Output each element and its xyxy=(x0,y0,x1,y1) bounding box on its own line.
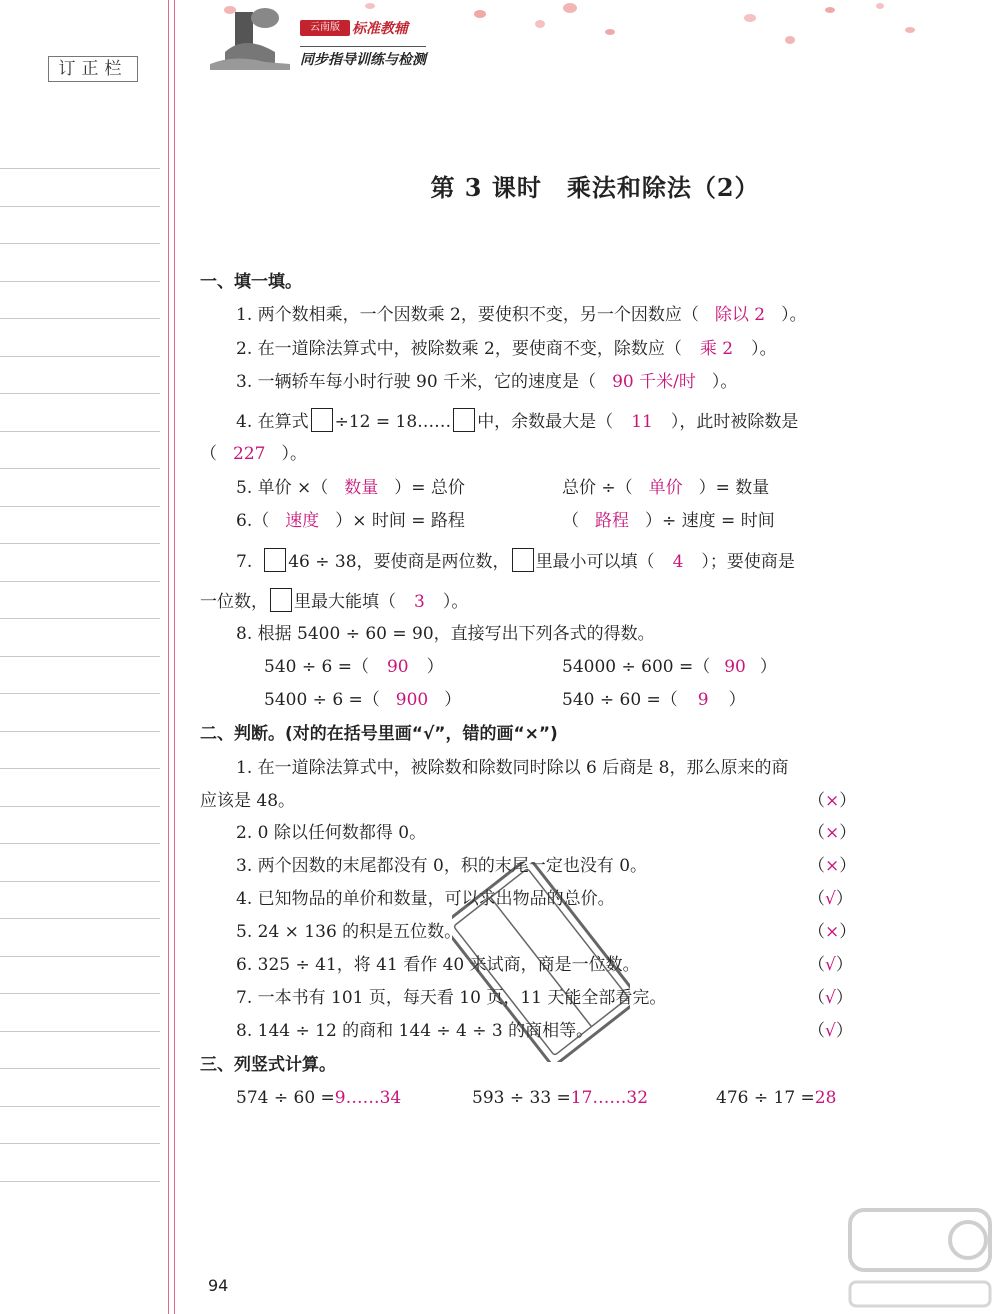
section1-heading: 一、填一填。 xyxy=(200,272,302,292)
judge-3: 3. 两个因数的末尾都没有 0，积的末尾一定也没有 0。 xyxy=(236,856,648,876)
q8-item-4: 540 ÷ 60 =（ 9 ） xyxy=(562,690,746,710)
q7-line1: 7. 46 ÷ 38，要使商是两位数， 里最小可以填（ 4 ）；要使商是 xyxy=(236,548,795,572)
section3-heading: 三、列竖式计算。 xyxy=(200,1055,336,1075)
judge-5-answer: （×） xyxy=(808,922,857,942)
judge-7: 7. 一本书有 101 页，每天看 10 页，11 天能全部看完。 xyxy=(236,988,667,1008)
q7-answer-1: 4 xyxy=(672,552,684,572)
correction-rule-line xyxy=(0,506,160,507)
judge-8: 8. 144 ÷ 12 的商和 144 ÷ 4 ÷ 3 的商相等。 xyxy=(236,1021,594,1041)
correction-rule-line xyxy=(0,543,160,544)
judge-6-answer: （√） xyxy=(808,955,853,975)
correction-rule-line xyxy=(0,956,160,957)
blank-box xyxy=(453,408,475,432)
judge-1-answer: （×） xyxy=(808,791,857,811)
q6-answer-b: 路程 xyxy=(595,511,629,531)
margin-line-1 xyxy=(168,0,169,1314)
judge-3-answer: （×） xyxy=(808,856,857,876)
blank-box xyxy=(264,548,286,572)
section2-heading: 二、判断。(对的在括号里画“√”，错的画“×”) xyxy=(200,724,558,744)
lesson-title: 第 3 课时 乘法和除法（2） xyxy=(430,173,760,202)
calc-2: 593 ÷ 33 =17……32 xyxy=(472,1088,649,1108)
correction-rule-line xyxy=(0,468,160,469)
q6-left: 6.（ 速度 ）× 时间 = 路程 xyxy=(236,511,465,531)
judge-1-line2: 应该是 48。 xyxy=(200,791,296,811)
correction-rule-line xyxy=(0,768,160,769)
margin-line-2 xyxy=(174,0,175,1314)
correction-rule-line xyxy=(0,206,160,207)
correction-rule-line xyxy=(0,618,160,619)
q7-line2: 一位数， 里最大能填（ 3 ）。 xyxy=(200,588,468,612)
correction-rule-line xyxy=(0,243,160,244)
publisher-badge: 云南版 xyxy=(300,20,350,36)
q4-line2: （ 227 ）。 xyxy=(200,444,307,464)
judge-2: 2. 0 除以任何数都得 0。 xyxy=(236,823,427,843)
q5-right: 总价 ÷（ 单价 ）= 数量 xyxy=(562,478,770,498)
q2: 2. 在一道除法算式中，被除数乘 2，要使商不变，除数应（ 乘 2 ）。 xyxy=(236,339,777,359)
seal-stamp xyxy=(452,862,630,1062)
q5-answer-b: 单价 xyxy=(648,478,683,498)
correction-rule-line xyxy=(0,1181,160,1182)
q6-right: （ 路程 ）÷ 速度 = 时间 xyxy=(562,511,775,531)
page-number: 94 xyxy=(208,1276,229,1295)
judge-4: 4. 已知物品的单价和数量，可以求出物品的总价。 xyxy=(236,889,615,909)
series-title: 同步指导训练与检测 xyxy=(300,46,426,69)
q8: 8. 根据 5400 ÷ 60 = 90，直接写出下列各式的得数。 xyxy=(236,624,655,644)
q4-line1: 4. 在算式 ÷12 = 18…… 中，余数最大是（ 11 ），此时被除数是 xyxy=(236,408,798,432)
correction-rule-line xyxy=(0,431,160,432)
correction-rule-line xyxy=(0,918,160,919)
q5-answer-a: 数量 xyxy=(344,478,379,498)
q3-answer: 90 千米/时 xyxy=(612,372,696,392)
judge-5: 5. 24 × 136 的积是五位数。 xyxy=(236,922,462,942)
correction-rule-line xyxy=(0,881,160,882)
correction-rule-line xyxy=(0,1068,160,1069)
correction-rule-line xyxy=(0,731,160,732)
blank-box xyxy=(270,588,292,612)
correction-rule-line xyxy=(0,1031,160,1032)
q2-answer: 乘 2 xyxy=(699,339,734,359)
correction-rule-line xyxy=(0,1106,160,1107)
correction-rule-line xyxy=(0,281,160,282)
brand-name: 标准教辅 xyxy=(352,21,408,37)
calc-3: 476 ÷ 17 =28 xyxy=(716,1088,837,1108)
correction-rule-line xyxy=(0,693,160,694)
q8-item-2: 54000 ÷ 600 =（ 90 ） xyxy=(562,657,777,677)
correction-column-label: 订正栏 xyxy=(48,56,138,82)
correction-rule-line xyxy=(0,581,160,582)
correction-rule-line xyxy=(0,1143,160,1144)
judge-2-answer: （×） xyxy=(808,823,857,843)
q7-answer-2: 3 xyxy=(414,592,425,612)
q1-answer: 除以 2 xyxy=(714,305,766,325)
judge-1-line1: 1. 在一道除法算式中，被除数和除数同时除以 6 后商是 8，那么原来的商 xyxy=(236,758,789,778)
blank-box xyxy=(311,408,333,432)
correction-rule-line xyxy=(0,993,160,994)
q4-answer-1: 11 xyxy=(631,412,653,432)
q8-item-3: 5400 ÷ 6 =（ 900 ） xyxy=(264,690,462,710)
correction-rule-line xyxy=(0,318,160,319)
q6-answer-a: 速度 xyxy=(285,511,320,531)
correction-rule-line xyxy=(0,356,160,357)
q1: 1. 两个数相乘，一个因数乘 2，要使积不变，另一个因数应（ 除以 2 ）。 xyxy=(236,305,807,325)
q8-item-1: 540 ÷ 6 =（ 90 ） xyxy=(264,657,444,677)
blank-box xyxy=(512,548,534,572)
q5-left: 5. 单价 ×（ 数量 ）= 总价 xyxy=(236,478,465,498)
judge-6: 6. 325 ÷ 41，将 41 看作 40 来试商，商是一位数。 xyxy=(236,955,640,975)
q4-answer-2: 227 xyxy=(233,444,266,464)
correction-rule-line xyxy=(0,843,160,844)
q3: 3. 一辆轿车每小时行驶 90 千米，它的速度是（ 90 千米/时 ）。 xyxy=(236,372,738,392)
judge-8-answer: （√） xyxy=(808,1021,853,1041)
watermark-logo xyxy=(840,1200,1000,1314)
correction-rule-line xyxy=(0,806,160,807)
judge-7-answer: （√） xyxy=(808,988,853,1008)
judge-4-answer: （√） xyxy=(808,889,853,909)
correction-rule-line xyxy=(0,393,160,394)
correction-rule-line xyxy=(0,656,160,657)
correction-rule-line xyxy=(0,168,160,169)
calc-1: 574 ÷ 60 =9……34 xyxy=(236,1088,402,1108)
